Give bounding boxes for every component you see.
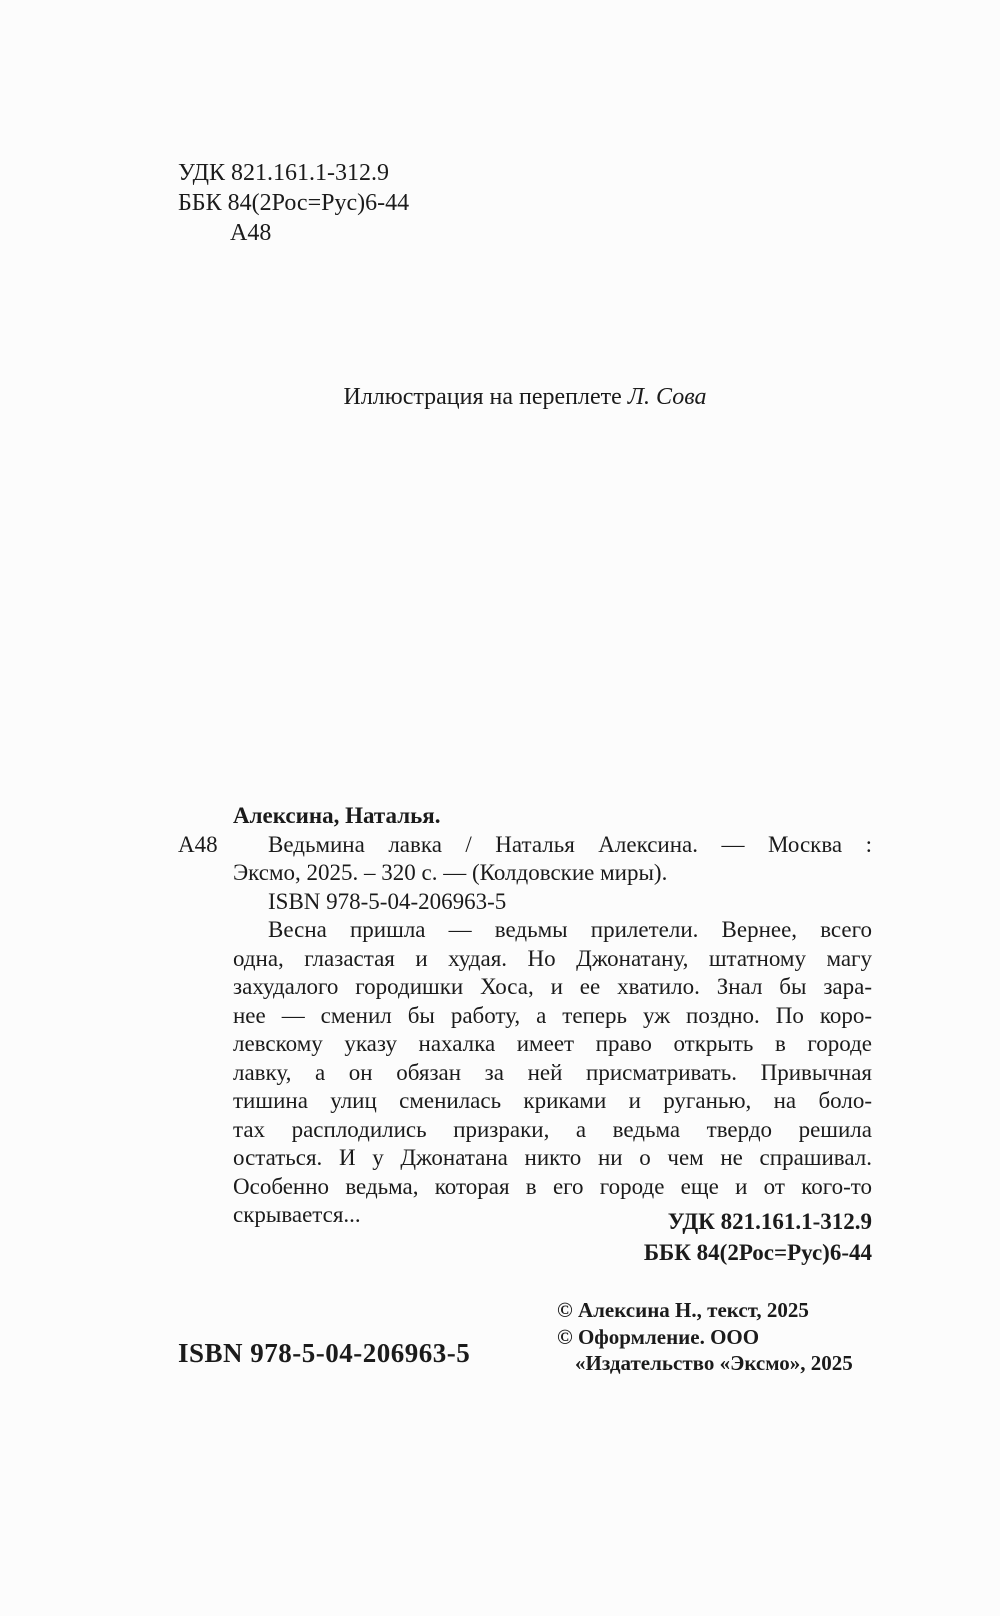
- annotation-line: остаться. И у Джонатана никто ни о чем не спрашивал.: [233, 1145, 872, 1170]
- udk-code-top: УДК 821.161.1-312.9: [178, 160, 389, 186]
- annotation-line: Весна пришла — ведьмы прилетели. Вернее, всего: [268, 917, 872, 942]
- isbn-bottom: ISBN 978-5-04-206963-5: [178, 1338, 471, 1368]
- udk-code-right: УДК 821.161.1-312.9: [667, 1209, 872, 1234]
- annotation-line: левскому указу нахалка имеет право открыть в городе: [233, 1031, 872, 1056]
- annotation-block: [178, 916, 872, 1230]
- author-sign-top: А48: [230, 220, 272, 246]
- bbk-code-top: ББК 84(2Рос=Рус)6-44: [178, 190, 410, 216]
- copyright-line-publisher: «Издательство «Эксмо», 2025: [575, 1351, 853, 1375]
- catalog-isbn-line: ISBN 978-5-04-206963-5: [268, 888, 507, 914]
- bbk-code-right: ББК 84(2Рос=Рус)6-44: [643, 1240, 872, 1265]
- catalog-author-line: Алексина, Наталья.: [233, 803, 441, 828]
- catalog-card-block: [178, 802, 872, 1230]
- annotation-line: захудалого городишки Хоса, и ее хватило. Знал бы зара-: [233, 974, 872, 999]
- catalog-record-line-2: Эксмо, 2025. – 320 с. — (Колдовские миры).: [233, 860, 668, 885]
- annotation-line: тах расплодились призраки, а ведьма твердо решила: [233, 1116, 872, 1142]
- copyright-line-design: © Оформление. ООО: [557, 1324, 760, 1349]
- catalog-record-row: [178, 831, 872, 860]
- annotation-line: одна, глазастая и худая. Но Джонатану, штатному магу: [233, 945, 872, 971]
- annotation-line: нее — сменил бы работу, а теперь уж поздно. По коро-: [233, 1002, 872, 1028]
- catalog-margin-code: А48: [178, 831, 218, 857]
- codes-right-block: [178, 1206, 872, 1268]
- copyright-line-author: © Алексина Н., текст, 2025: [557, 1298, 809, 1322]
- annotation-line: лавку, а он обязан за ней присматривать. Привычная: [233, 1059, 872, 1085]
- copyright-block: [557, 1297, 853, 1377]
- illustration-note: [178, 384, 872, 411]
- annotation-line: тишина улиц сменилась криками и руганью, на боло-: [233, 1088, 872, 1113]
- annotation-line: Особенно ведьма, которая в его городе еще и от кого-то: [233, 1173, 872, 1199]
- annotation-line: скрывается...: [233, 1202, 361, 1227]
- top-codes-block: [178, 158, 409, 248]
- catalog-record-line-1: Ведьмина лавка / Наталья Алексина. — Москва :: [268, 831, 872, 857]
- illustration-artist-name: Л. Сова: [627, 384, 707, 410]
- illustration-note-text: Иллюстрация на переплете: [343, 384, 622, 410]
